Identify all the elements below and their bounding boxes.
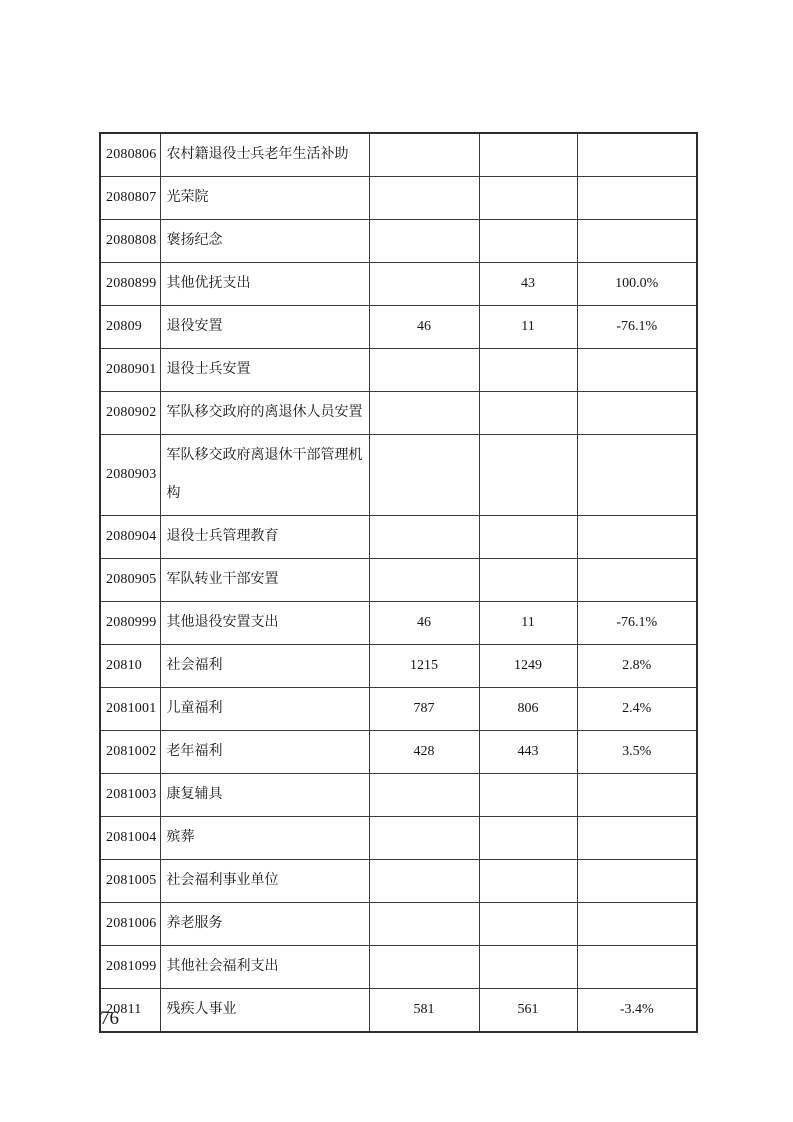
cell-name: 褒扬纪念 (160, 220, 369, 263)
cell-change_pct: -76.1% (577, 602, 697, 645)
cell-value_prev (369, 774, 479, 817)
page-number: 76 (100, 1008, 119, 1029)
cell-change_pct (577, 774, 697, 817)
cell-change_pct (577, 559, 697, 602)
cell-code: 2081005 (100, 860, 160, 903)
cell-value_prev (369, 860, 479, 903)
table-row (100, 392, 697, 435)
cell-change_pct (577, 435, 697, 516)
cell-change_pct: -3.4% (577, 989, 697, 1033)
cell-name: 残疾人事业 (160, 989, 369, 1033)
cell-value_current: 443 (479, 731, 577, 774)
cell-code: 2080807 (100, 177, 160, 220)
cell-value_prev (369, 435, 479, 516)
table-row (100, 559, 697, 602)
cell-change_pct (577, 946, 697, 989)
cell-change_pct (577, 903, 697, 946)
cell-code: 2081002 (100, 731, 160, 774)
cell-name: 其他优抚支出 (160, 263, 369, 306)
cell-name: 社会福利 (160, 645, 369, 688)
cell-change_pct (577, 516, 697, 559)
table-row (100, 731, 697, 774)
cell-name: 老年福利 (160, 731, 369, 774)
cell-value_current (479, 177, 577, 220)
cell-change_pct: -76.1% (577, 306, 697, 349)
table-row (100, 177, 697, 220)
table-row (100, 645, 697, 688)
cell-change_pct: 100.0% (577, 263, 697, 306)
cell-value_current: 11 (479, 306, 577, 349)
cell-code: 2080999 (100, 602, 160, 645)
cell-value_prev (369, 817, 479, 860)
table-row (100, 903, 697, 946)
cell-code: 2081004 (100, 817, 160, 860)
cell-value_prev (369, 516, 479, 559)
cell-value_current (479, 133, 577, 177)
cell-code: 20811 (100, 989, 160, 1033)
cell-change_pct (577, 133, 697, 177)
cell-name: 其他退役安置支出 (160, 602, 369, 645)
cell-value_prev (369, 177, 479, 220)
cell-value_prev: 787 (369, 688, 479, 731)
cell-name: 农村籍退役士兵老年生活补助 (160, 133, 369, 177)
cell-change_pct (577, 392, 697, 435)
cell-name: 养老服务 (160, 903, 369, 946)
cell-value_current (479, 860, 577, 903)
table-row (100, 220, 697, 263)
cell-code: 2080808 (100, 220, 160, 263)
cell-value_current (479, 220, 577, 263)
cell-value_current (479, 903, 577, 946)
cell-value_current: 561 (479, 989, 577, 1033)
table-row (100, 989, 697, 1033)
table-row (100, 817, 697, 860)
cell-change_pct (577, 349, 697, 392)
cell-value_prev: 46 (369, 602, 479, 645)
table-row (100, 516, 697, 559)
cell-value_prev (369, 559, 479, 602)
table-row (100, 688, 697, 731)
cell-name: 军队移交政府的离退休人员安置 (160, 392, 369, 435)
cell-value_prev (369, 903, 479, 946)
cell-value_current (479, 392, 577, 435)
cell-code: 2080903 (100, 435, 160, 516)
table-row (100, 946, 697, 989)
cell-value_current (479, 435, 577, 516)
cell-name: 社会福利事业单位 (160, 860, 369, 903)
cell-name: 其他社会福利支出 (160, 946, 369, 989)
cell-name: 儿童福利 (160, 688, 369, 731)
cell-name: 康复辅具 (160, 774, 369, 817)
cell-value_prev: 581 (369, 989, 479, 1033)
cell-name: 殡葬 (160, 817, 369, 860)
cell-change_pct: 2.8% (577, 645, 697, 688)
cell-change_pct: 2.4% (577, 688, 697, 731)
cell-code: 2081001 (100, 688, 160, 731)
cell-name: 军队转业干部安置 (160, 559, 369, 602)
budget-table (99, 132, 698, 1033)
cell-code: 20810 (100, 645, 160, 688)
cell-value_current: 11 (479, 602, 577, 645)
cell-code: 2081003 (100, 774, 160, 817)
table-row (100, 774, 697, 817)
cell-value_current: 1249 (479, 645, 577, 688)
table-row (100, 133, 697, 177)
cell-value_prev: 46 (369, 306, 479, 349)
budget-table-body (100, 133, 697, 1032)
cell-code: 2081006 (100, 903, 160, 946)
cell-value_current (479, 559, 577, 602)
table-row (100, 306, 697, 349)
cell-value_current (479, 946, 577, 989)
table-row (100, 349, 697, 392)
cell-code: 2081099 (100, 946, 160, 989)
cell-change_pct (577, 860, 697, 903)
cell-name: 退役士兵安置 (160, 349, 369, 392)
cell-code: 2080905 (100, 559, 160, 602)
cell-code: 2080806 (100, 133, 160, 177)
cell-value_prev: 1215 (369, 645, 479, 688)
cell-value_prev (369, 392, 479, 435)
cell-value_prev (369, 349, 479, 392)
cell-code: 2080902 (100, 392, 160, 435)
cell-value_prev (369, 946, 479, 989)
cell-value_prev (369, 220, 479, 263)
cell-value_current: 806 (479, 688, 577, 731)
table-row (100, 860, 697, 903)
cell-value_current (479, 516, 577, 559)
table-row (100, 435, 697, 516)
cell-name: 军队移交政府离退休干部管理机构 (160, 435, 369, 516)
table-row (100, 263, 697, 306)
cell-code: 20809 (100, 306, 160, 349)
cell-name: 退役安置 (160, 306, 369, 349)
table-row (100, 602, 697, 645)
cell-name: 光荣院 (160, 177, 369, 220)
cell-value_prev: 428 (369, 731, 479, 774)
cell-value_prev (369, 263, 479, 306)
cell-value_current (479, 349, 577, 392)
cell-change_pct (577, 177, 697, 220)
cell-change_pct (577, 817, 697, 860)
cell-change_pct (577, 220, 697, 263)
cell-value_current: 43 (479, 263, 577, 306)
cell-code: 2080904 (100, 516, 160, 559)
cell-value_current (479, 774, 577, 817)
cell-value_current (479, 817, 577, 860)
cell-change_pct: 3.5% (577, 731, 697, 774)
cell-code: 2080899 (100, 263, 160, 306)
cell-value_prev (369, 133, 479, 177)
cell-name: 退役士兵管理教育 (160, 516, 369, 559)
cell-code: 2080901 (100, 349, 160, 392)
